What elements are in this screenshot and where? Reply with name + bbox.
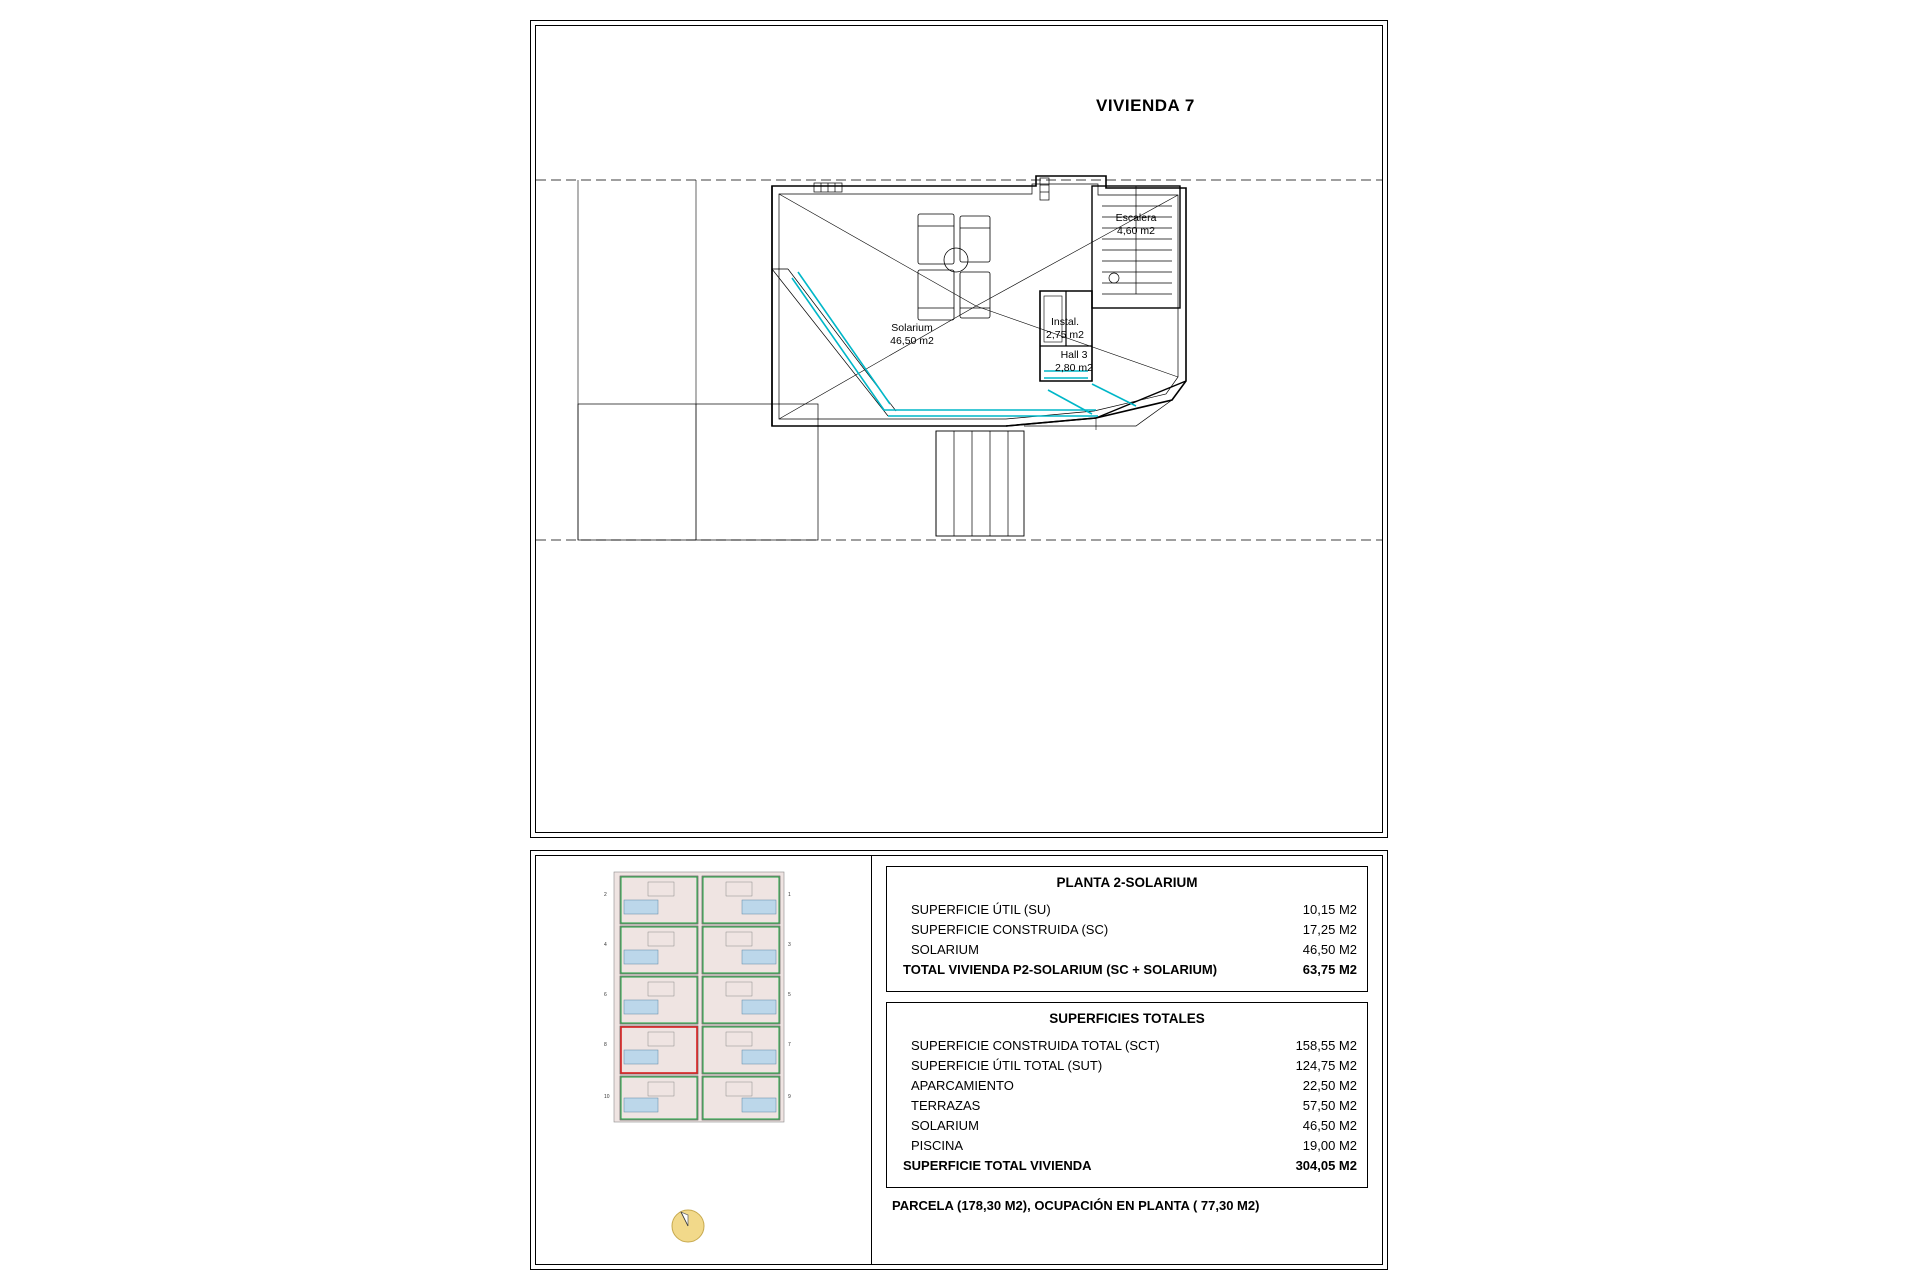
row-label: TERRAZAS xyxy=(911,1097,981,1113)
room-label-instalaciones: Instal. 2,75 m2 xyxy=(1046,316,1084,342)
row-value: 304,05 M2 xyxy=(1295,1158,1357,1174)
drawing-sheet xyxy=(530,20,1390,1270)
floor-area-table-title: PLANTA 2-SOLARIUM xyxy=(1056,875,1198,890)
svg-text:3: 3 xyxy=(788,942,791,948)
table-row xyxy=(897,1116,1357,1136)
row-label: SUPERFICIE ÚTIL (SU) xyxy=(911,902,1051,917)
row-value: 22,50 M2 xyxy=(1302,1077,1357,1093)
row-value: 46,50 M2 xyxy=(1302,1118,1357,1134)
row-value: 46,50 M2 xyxy=(1302,942,1357,958)
row-label: APARCAMIENTO xyxy=(911,1077,1014,1093)
table-row xyxy=(897,920,1357,940)
table-row xyxy=(897,940,1357,960)
svg-text:7: 7 xyxy=(788,1042,791,1048)
row-label: SUPERFICIE TOTAL VIVIENDA xyxy=(903,1158,1092,1174)
svg-text:1: 1 xyxy=(788,892,791,898)
page-title: VIVIENDA 7 xyxy=(1096,96,1195,115)
svg-text:4: 4 xyxy=(604,942,607,948)
plan-frame xyxy=(530,20,1388,838)
key-plan-drawing xyxy=(536,856,872,1266)
row-label: PISCINA xyxy=(911,1138,964,1154)
totals-area-table xyxy=(886,1002,1368,1188)
table-row xyxy=(897,1136,1357,1156)
room-label-hall-3: Hall 3 2,80 m2 xyxy=(1055,349,1093,375)
plan-inner-border xyxy=(535,25,1383,833)
row-label: SOLARIUM xyxy=(911,942,979,958)
table-row-total xyxy=(897,1156,1357,1176)
row-label: SUPERFICIE CONSTRUIDA (SC) xyxy=(911,922,1109,938)
table-row xyxy=(897,900,1357,920)
area-tables xyxy=(872,856,1382,1264)
svg-text:5: 5 xyxy=(788,992,791,998)
svg-text:10: 10 xyxy=(604,1094,610,1100)
row-value: 158,55 M2 xyxy=(1295,1037,1357,1053)
row-label: SUPERFICIE CONSTRUIDA TOTAL (SCT) xyxy=(911,1037,1160,1053)
totals-area-table-title: SUPERFICIES TOTALES xyxy=(1049,1010,1205,1026)
row-value: 10,15 M2 xyxy=(1302,902,1357,917)
north-arrow-icon xyxy=(668,1206,708,1246)
table-row xyxy=(897,1056,1357,1076)
table-row xyxy=(897,1076,1357,1096)
row-value: 17,25 M2 xyxy=(1302,922,1357,938)
row-value: 63,75 M2 xyxy=(1302,962,1357,978)
key-plan xyxy=(536,856,872,1264)
row-value: 57,50 M2 xyxy=(1302,1097,1357,1113)
info-frame xyxy=(530,850,1388,1270)
floor-area-table xyxy=(886,866,1368,992)
floor-plan-drawing xyxy=(536,26,1383,833)
svg-text:9: 9 xyxy=(788,1094,791,1100)
row-label: SOLARIUM xyxy=(911,1118,979,1134)
row-value: 19,00 M2 xyxy=(1302,1138,1357,1154)
table-row xyxy=(897,1096,1357,1116)
parcela-note: PARCELA (178,30 M2), OCUPACIÓN EN PLANTA ( 77,30 M2) xyxy=(892,1197,1260,1213)
row-value: 124,75 M2 xyxy=(1295,1057,1357,1073)
svg-text:6: 6 xyxy=(604,992,607,998)
room-label-escalera: Escalera 4,60 m2 xyxy=(1115,212,1157,238)
room-label-solarium: Solarium 46,50 m2 xyxy=(890,322,934,348)
info-inner-border xyxy=(535,855,1383,1265)
svg-text:8: 8 xyxy=(604,1042,607,1048)
table-row xyxy=(897,1036,1357,1056)
table-row-total xyxy=(897,960,1357,980)
row-label: TOTAL VIVIENDA P2-SOLARIUM (SC + SOLARIUM) xyxy=(903,962,1218,978)
svg-text:2: 2 xyxy=(604,892,607,898)
row-label: SUPERFICIE ÚTIL TOTAL (SUT) xyxy=(911,1057,1103,1073)
